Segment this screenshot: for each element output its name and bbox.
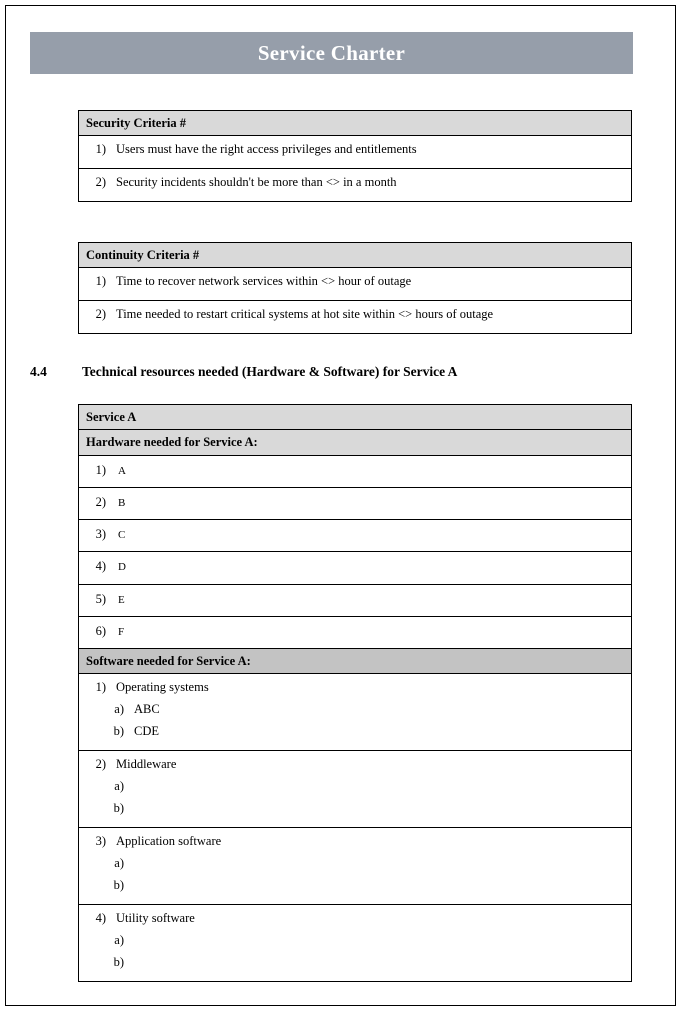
service-a-resources-table (78, 404, 632, 982)
security-criteria-header: Security Criteria # (79, 111, 632, 136)
table-header-row (79, 111, 632, 136)
software-subitem (79, 955, 631, 970)
software-subitem (79, 856, 631, 871)
sublist-letter: b) (113, 801, 124, 816)
sublist-letter: a) (114, 779, 124, 794)
continuity-criteria-item (79, 268, 632, 301)
table-row (79, 268, 632, 301)
section-title: Technical resources needed (Hardware & Software) for Service A (82, 364, 458, 379)
sublist-letter: a) (114, 856, 124, 871)
list-number: 4) (95, 559, 106, 574)
list-number: 1) (95, 142, 106, 157)
software-subitem (79, 779, 631, 794)
hardware-item (79, 520, 632, 552)
software-section-header: Software needed for Service A: (79, 648, 632, 673)
software-item (79, 674, 632, 751)
table-row (79, 751, 632, 828)
list-number: 3) (95, 527, 106, 542)
hardware-item (79, 584, 632, 616)
table-row (79, 674, 632, 751)
table-row (79, 487, 632, 519)
sublist-letter: a) (114, 933, 124, 948)
list-text: B (118, 496, 126, 509)
software-item (79, 905, 632, 982)
list-number: 2) (95, 757, 106, 772)
sublist-text: CDE (134, 724, 159, 739)
table-row (79, 616, 632, 648)
software-subitem (79, 702, 631, 717)
section-heading (30, 364, 633, 380)
software-subitem (79, 801, 631, 816)
sublist-letter: a) (114, 702, 124, 717)
list-number: 2) (95, 307, 106, 322)
list-text: C (118, 529, 126, 542)
table-row (79, 301, 632, 334)
list-text: Time to recover network services within <> hour of outage (116, 274, 412, 289)
table-row (79, 169, 632, 202)
hardware-item (79, 616, 632, 648)
list-number: 4) (95, 911, 106, 926)
service-a-header: Service A (79, 405, 632, 430)
sublist-letter: b) (113, 724, 124, 739)
table-header-row (79, 430, 632, 455)
document-title-banner (30, 32, 633, 74)
page-title: Service Charter (257, 40, 406, 65)
hardware-item (79, 487, 632, 519)
software-subitem (79, 933, 631, 948)
table-header-row (79, 405, 632, 430)
continuity-criteria-header: Continuity Criteria # (79, 243, 632, 268)
list-text: Operating systems (116, 680, 209, 695)
list-text: Users must have the right access privileges and entitlements (116, 142, 417, 157)
software-subitem (79, 724, 631, 739)
table-row (79, 552, 632, 584)
security-criteria-item (79, 136, 632, 169)
software-subitem (79, 878, 631, 893)
list-text: Time needed to restart critical systems at hot site within <> hours of outage (116, 307, 494, 322)
list-text: Application software (116, 834, 222, 849)
continuity-criteria-item (79, 301, 632, 334)
list-text: Utility software (116, 911, 195, 926)
security-criteria-table (78, 110, 632, 202)
list-number: 1) (95, 274, 106, 289)
software-item (79, 751, 632, 828)
list-number: 2) (95, 494, 106, 509)
list-text: Middleware (116, 757, 177, 772)
list-number: 2) (95, 175, 106, 190)
software-item (79, 828, 632, 905)
table-row (79, 905, 632, 982)
security-criteria-item (79, 169, 632, 202)
table-header-row (79, 648, 632, 673)
table-row (79, 828, 632, 905)
table-row (79, 455, 632, 487)
continuity-criteria-table (78, 242, 632, 334)
section-number: 4.4 (30, 364, 47, 379)
document-page (5, 5, 676, 1006)
hardware-item (79, 455, 632, 487)
list-text: Security incidents shouldn't be more than <> in a month (116, 175, 397, 190)
list-number: 6) (95, 623, 106, 638)
list-text: A (118, 464, 126, 477)
list-number: 1) (95, 680, 106, 695)
hardware-section-header: Hardware needed for Service A: (79, 430, 632, 455)
list-text: F (118, 625, 125, 638)
list-text: D (118, 561, 126, 574)
list-text: E (118, 593, 125, 606)
list-number: 3) (95, 834, 106, 849)
table-row (79, 584, 632, 616)
table-row (79, 136, 632, 169)
table-header-row (79, 243, 632, 268)
page-content-area (6, 6, 675, 1005)
sublist-letter: b) (113, 955, 124, 970)
list-number: 5) (95, 591, 106, 606)
hardware-item (79, 552, 632, 584)
table-row (79, 520, 632, 552)
sublist-letter: b) (113, 878, 124, 893)
list-number: 1) (95, 462, 106, 477)
sublist-text: ABC (134, 702, 160, 717)
